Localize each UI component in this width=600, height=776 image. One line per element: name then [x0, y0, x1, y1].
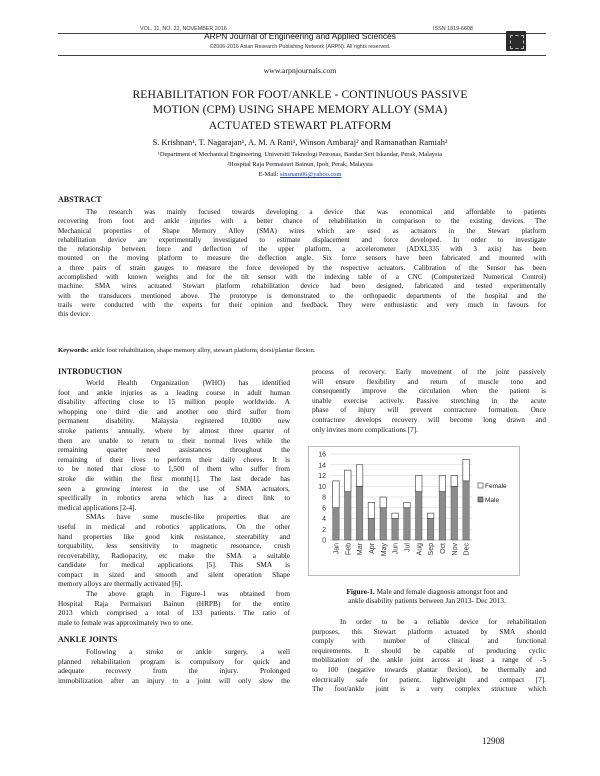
bar-male [356, 486, 363, 540]
text-line: specifically in robotics arena which has a direct link to [58, 493, 290, 503]
text-line: whopping one third die and another one third suffer from [58, 406, 290, 416]
y-tick-label: 14 [318, 462, 326, 470]
figure-caption [308, 587, 546, 606]
legend-swatch [478, 483, 483, 488]
text-line: with the transducers mentioned above. The prototype is demonstrated to the orthopaedic departments of the hospital and the [58, 291, 546, 300]
ankle-joints-heading: ANKLE JOINTS [58, 635, 118, 644]
bar-female [415, 476, 422, 492]
ankle-joints-body [58, 647, 290, 685]
text-line: trails were conducted with the experts for their opinion and feedback. They were enthusiastic and very much in favours for [58, 300, 546, 309]
legend-label: Male [485, 497, 500, 504]
keywords-text: ankle foot rehabilitation, shape memory alloy, stewart platform, dorsi/plantar flexion. [90, 347, 316, 354]
text-line: The research was mainly focused towards developing a device that was economical and affordable to patients [86, 208, 546, 216]
text-line: recovering from foot and ankle injuries with a better chance of rehabilitation in comparison to the existing devices. The [58, 217, 546, 226]
x-tick-label: Dec [463, 543, 471, 556]
text-line: compact in sized and smooth and silent operation Shape [58, 569, 290, 579]
text-line: foot and ankle injuries as a leading course in adult human [58, 387, 290, 397]
chart-frame [309, 447, 520, 576]
bar-female [392, 513, 399, 518]
bar-female [380, 497, 387, 508]
bar-male [415, 492, 422, 540]
bar-male [404, 508, 411, 540]
paper-title [60, 87, 540, 133]
x-tick-label: Jun [392, 543, 400, 555]
text-line: hand properties like good kink resistance, steerability and [58, 531, 290, 541]
text-line: torquability, less sensitivity to magnetic resonance, crush [58, 541, 290, 551]
x-tick-label: Apr [368, 543, 376, 554]
text-line: SMAs have some muscle-like properties that are [86, 512, 290, 522]
x-tick-label: Mar [357, 543, 365, 556]
bar-male [451, 486, 458, 540]
x-tick-label: Sep [428, 543, 436, 556]
figure-caption-line1 [308, 587, 546, 596]
text-line: phase of injury will prevent contracture formation. Once [312, 405, 546, 415]
bar-female [368, 502, 375, 518]
text-line: to 100 (negative towards plantar flexion), be thermally and [312, 664, 546, 674]
text-line: The above graph in Figure-1 was obtained from [86, 589, 290, 599]
text-line: mounted on the moving platform to measure the deflection angle. Six force sensors have been fabricated and mounted with [58, 254, 546, 263]
y-tick-label: 0 [322, 537, 326, 545]
bar-female [451, 476, 458, 487]
text-line: process of recovery. Early movement of the joint passively [312, 367, 546, 376]
y-tick-label: 16 [318, 451, 326, 459]
text-line: them are unable to return to their normal lives while the [58, 435, 290, 445]
text-line: comply with number of clinical and functional [312, 636, 546, 646]
text-line: unable exercise actively. Passive stretching in the acute [312, 395, 546, 405]
email-label: E-Mail: [258, 171, 279, 178]
bar-female [333, 481, 340, 508]
text-line: planned rehabilitation program is compulsory for quick and [58, 656, 290, 666]
bar-female [439, 476, 446, 492]
legend-swatch [478, 497, 483, 502]
text-line: purposes, this Stewart platform actuated by SMA should [312, 626, 546, 636]
right-column-top-text [312, 367, 546, 434]
introduction-heading: INTRODUCTION [58, 367, 123, 376]
text-line: permanent disability. Malaysia registered 10,000 new [58, 416, 290, 426]
text-line: World Health Organization (WHO) has identified [86, 378, 290, 387]
text-line: Hospital Raja Permaisuri Bainun (HRPB) for the entire [58, 598, 290, 608]
text-line: adequate recovery from the injury. Prolonged [58, 666, 290, 676]
author-list: S. Krishnan¹, T. Nagarajan¹, A. M. A Rani¹, Winson Ambaraj² and Ramanathan Ramiah² [152, 138, 448, 147]
text-line: rehabilitation device are experimentally investigated to estimate displacement and force developed. In order to investigate [58, 235, 546, 244]
text-line: The foot/ankle joint is a very complex structure which [312, 684, 546, 694]
bar-male [392, 519, 399, 541]
text-line: male to female was approximately two to one. [58, 617, 193, 627]
x-tick-label: Feb [345, 543, 353, 556]
text-line: Following a stroke or ankle surgery, a well [86, 647, 290, 656]
text-line: disability affecting close to 15 million people worldwide. A [58, 397, 290, 407]
bar-male [368, 519, 375, 541]
abstract-heading: ABSTRACT [58, 195, 102, 204]
introduction-body [58, 378, 290, 627]
journal-name: ARPN Journal of Engineering and Applied Sciences [204, 31, 396, 41]
text-line: consequently improve the circulation when the patient is [312, 386, 546, 396]
y-tick-label: 6 [322, 505, 326, 513]
figure-label: Figure-1. [346, 587, 375, 596]
bar-female [404, 502, 411, 507]
text-line: remaining quarter need assistances throughout the [58, 445, 290, 455]
email-line [60, 170, 540, 179]
text-line: this device. [58, 310, 91, 319]
text-line: remaining of their lives to perform their daily chores. It is [58, 454, 290, 464]
bar-female [356, 465, 363, 487]
figure-caption-line2: ankle disability patients between Jan 2013- Dec 2013. [348, 596, 506, 606]
bar-male [427, 519, 434, 541]
arpn-logo-icon [506, 31, 526, 51]
bar-male [344, 492, 351, 540]
text-line: recoverability, Radiopacity, etc make the SMA a suitable [58, 550, 290, 560]
text-line: electrically safe for patient, lightweight and compact [7]. [312, 674, 546, 684]
text-line: immobilization after an injury to a joint will only slow the [58, 675, 290, 685]
title-line: MOTION (CPM) USING SHAPE MEMORY ALLOY (SMA) [152, 103, 448, 117]
text-line: memory alloys are thermally activated [6]. [58, 579, 183, 589]
y-tick-label: 8 [322, 494, 326, 502]
text-line: seen a growing interest in the use of SMA actuators, [58, 483, 290, 493]
text-line: useful in medical and robotics applications. On the other [58, 521, 290, 531]
y-tick-label: 12 [318, 473, 326, 480]
x-tick-label: Nov [451, 543, 459, 556]
bar-female [427, 513, 434, 518]
text-line: contracture develops recovery will become long drawn and [312, 414, 546, 424]
journal-website-link[interactable]: www.arpnjournals.com [263, 66, 337, 75]
bar-male [463, 481, 470, 540]
x-tick-label: Jan [333, 543, 341, 555]
x-tick-label: Oct [439, 543, 447, 554]
keywords-line [58, 346, 315, 355]
text-line: machine. SMA wires actuated Stewart platform rehabilitation device had been designed, fabricated and tested experimentally [58, 282, 546, 291]
text-line: accomplished with known weights and for the tilt sensor with the indexing table of a CNC (Computerized Numerical Control) [58, 273, 546, 282]
abstract-body [58, 208, 546, 320]
gender-diagnosis-chart [308, 446, 520, 576]
title-line: ACTUATED STEWART PLATFORM [208, 118, 392, 132]
x-tick-label: Aug [416, 543, 424, 556]
affiliation: ¹Department of Mechanical Engineering, Universiti Teknologi Petronas, Bandar Seri Iskandar, Perak, Malaysia [157, 151, 443, 158]
text-line: Mechanical properties of Shape Memory Alloy (SMA) wires which are used as actuators in the Stewart platform [58, 226, 546, 235]
y-tick-label: 4 [322, 516, 326, 523]
figure-caption-text: Male and female diagnosis amongst foot and [374, 587, 508, 596]
text-line: stroke die within the first month[1]. The last decade has [58, 473, 290, 483]
x-tick-label: Jul [404, 543, 412, 552]
bar-female [463, 459, 470, 481]
volume-label: VOL. 11, NO. 22, NOVEMBER 2016 [140, 26, 227, 32]
text-line: requirements. It should be capable of producing cyclic [312, 645, 546, 655]
keywords-label: Keywords: [58, 347, 89, 354]
bar-male [380, 508, 387, 540]
text-line: only invites more complications [7]. [312, 424, 418, 434]
bar-male [439, 492, 446, 540]
text-line: medical applications [2-4]. [58, 502, 137, 512]
header-rule-bottom [58, 55, 546, 56]
text-line: to be noted that close to 1,500 of them who suffer from [58, 464, 290, 474]
page-number: 12908 [482, 736, 505, 746]
title-line: REHABILITATION FOR FOOT/ANKLE - CONTINUOUS PASSIVE [132, 88, 468, 101]
email-link[interactable]: sinsnam06@yahoo.com [280, 171, 342, 178]
text-line: 2013 which comprised a total of 133 patients. The ratio of [58, 608, 290, 618]
text-line: stroke patients annually, where by almost three quarter of [58, 425, 290, 435]
bar-female [344, 470, 351, 492]
legend-label: Female [485, 483, 507, 490]
affiliation: ²Hospital Raja Permaisuri Bainun, Ipoh, Perak, Malaysia [227, 161, 373, 168]
text-line: In order to be a reliable device for rehabilitation [340, 617, 546, 626]
issn-label: ISSN 1819-6608 [433, 26, 473, 32]
text-line: will ensure flexibility and return of muscle tone and [312, 376, 546, 386]
y-tick-label: 2 [322, 526, 326, 534]
text-line: the relationship between force and deflection of the upper platform, a accelerometer (ADXL335 with 3 axis) has been [58, 245, 546, 254]
y-tick-label: 10 [318, 483, 326, 491]
x-tick-label: May [380, 543, 388, 557]
right-column-bottom-text [312, 617, 546, 694]
copyright-notice: ©2006-2016 Asian Research Publishing Network (ARPN). All rights reserved. [209, 44, 391, 50]
text-line: candidate for medical applications [5]. This SMA is [58, 560, 290, 570]
text-line: mobilization of the ankle joint across at least a range of -5 [312, 655, 546, 665]
bar-male [333, 508, 340, 540]
text-line: a three pairs of strain gauges to measure the force developed by the respective actuators. Calibration of the Sensor has been [58, 263, 546, 272]
